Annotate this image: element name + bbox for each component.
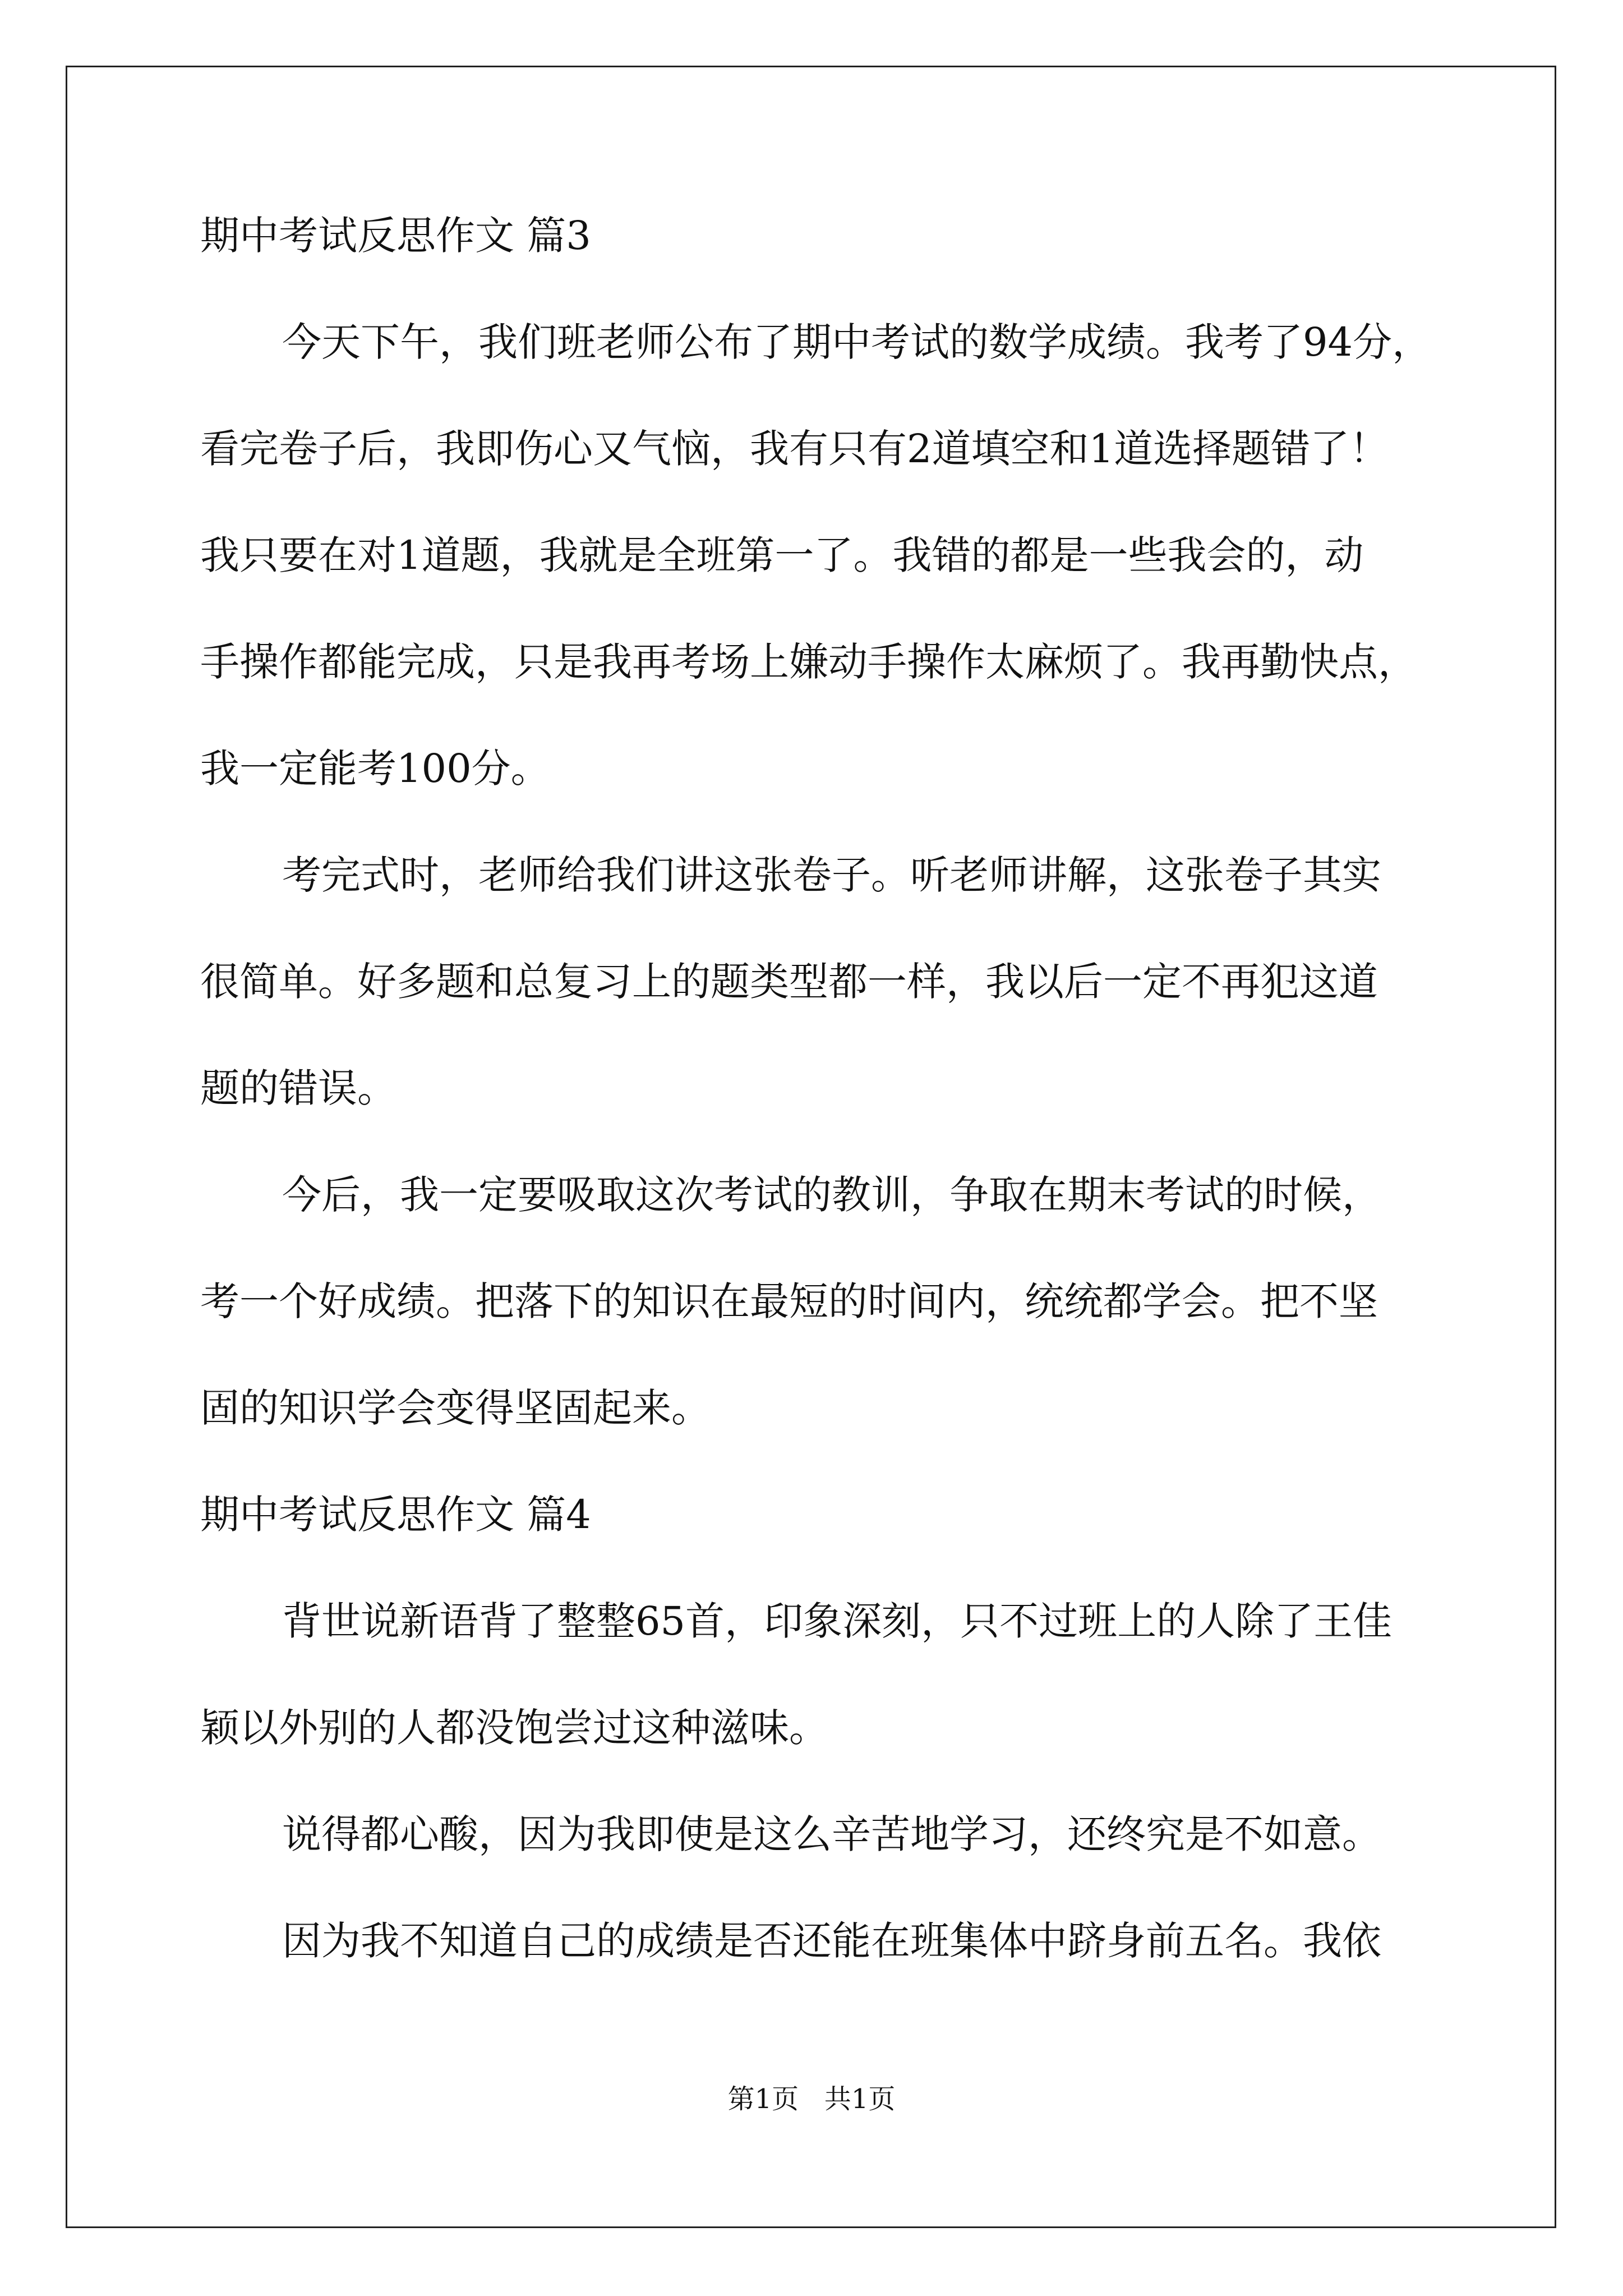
paragraph-line: 很简单。好多题和总复习上的题类型都一样，我以后一定不再犯这道 bbox=[200, 959, 1378, 1005]
paragraph-line: 题的错误。 bbox=[200, 1065, 396, 1111]
page-border bbox=[66, 66, 1556, 2228]
paragraph-line: 因为我不知道自己的成绩是否还能在班集体中跻身前五名。我依 bbox=[282, 1918, 1381, 1964]
paragraph-line: 考完式时，老师给我们讲这张卷子。听老师讲解，这张卷子其实 bbox=[282, 852, 1381, 898]
paragraph-line: 今天下午，我们班老师公布了期中考试的数学成绩。我考了94分， bbox=[282, 319, 1432, 365]
page-number-footer: 第1页 共1页 bbox=[727, 2083, 896, 2115]
paragraph-line: 固的知识学会变得坚固起来。 bbox=[200, 1385, 711, 1431]
paragraph-line: 说得都心酸，因为我即使是这么辛苦地学习，还终究是不如意。 bbox=[282, 1811, 1381, 1857]
paragraph-line: 考一个好成绩。把落下的知识在最短的时间内，统统都学会。把不坚 bbox=[200, 1278, 1378, 1324]
paragraph-line: 今后，我一定要吸取这次考试的教训，争取在期末考试的时候， bbox=[282, 1172, 1381, 1218]
paragraph-line: 我只要在对1道题，我就是全班第一了。我错的都是一些我会的，动 bbox=[200, 532, 1364, 578]
paragraph-line: 我一定能考100分。 bbox=[200, 746, 550, 792]
section-heading: 期中考试反思作文 篇3 bbox=[200, 213, 591, 259]
paragraph-line: 背世说新语背了整整65首，印象深刻，只不过班上的人除了王佳 bbox=[282, 1598, 1393, 1644]
paragraph-line: 颖以外别的人都没饱尝过这种滋味。 bbox=[200, 1705, 828, 1751]
section-heading: 期中考试反思作文 篇4 bbox=[200, 1492, 591, 1538]
paragraph-line: 手操作都能完成，只是我再考场上嫌动手操作太麻烦了。我再勤快点， bbox=[200, 639, 1417, 685]
paragraph-line: 看完卷子后，我即伤心又气恼，我有只有2道填空和1道选择题错了！ bbox=[200, 426, 1389, 472]
